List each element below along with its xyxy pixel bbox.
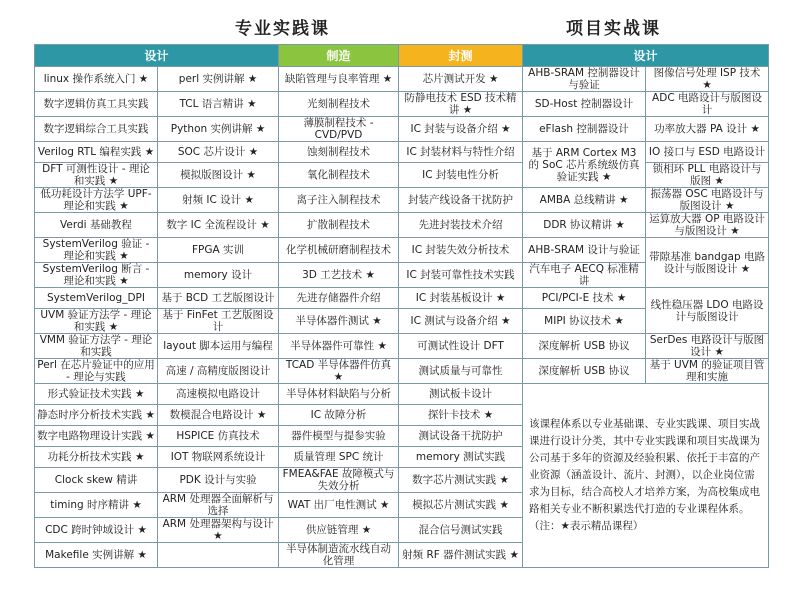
course-cell: AHB-SRAM 控制器设计与验证 (523, 67, 646, 92)
course-cell: IO 接口与 ESD 电路设计 (646, 142, 769, 163)
course-cell: 薄膜制程技术 -CVD/PVD (279, 117, 399, 142)
course-cell: 供应链管理 ★ (279, 518, 399, 543)
course-cell: 深度解析 USB 协议 (523, 359, 646, 384)
course-cell: IC 封装基板设计 ★ (399, 288, 523, 309)
course-cell: AMBA 总线精讲 ★ (523, 188, 646, 213)
table-row (35, 384, 769, 405)
course-cell: 基于 BCD 工艺版图设计 (158, 288, 279, 309)
course-cell: 高速 / 高精度版图设计 (158, 359, 279, 384)
course-cell: 质量管理 SPC 统计 (279, 447, 399, 468)
course-cell: DFT 可测性设计 - 理论和实践 ★ (35, 163, 158, 188)
course-cell: SerDes 电路设计与版图设计 ★ (646, 334, 769, 359)
course-cell: 图像信号处理 ISP 技术 ★ (646, 67, 769, 92)
course-cell: TCAD 半导体器件仿真 ★ (279, 359, 399, 384)
table-row (35, 67, 769, 92)
course-cell: 测试设备干扰防护 (399, 426, 523, 447)
course-cell: Python 实例讲解 ★ (158, 117, 279, 142)
table-row (35, 142, 769, 163)
course-cell: IC 故障分析 (279, 405, 399, 426)
table-row (35, 359, 769, 384)
section-title-practice: 专业实践课 (235, 19, 330, 39)
course-cell: 数字芯片测试实践 ★ (399, 468, 523, 493)
course-cell: 深度解析 USB 协议 (523, 334, 646, 359)
course-cell: SystemVerilog 断言 - 理论和实践 ★ (35, 263, 158, 288)
course-cell: IC 封装可靠性技术实践 (399, 263, 523, 288)
course-cell: VMM 验证方法学 - 理论和实践 (35, 334, 158, 359)
course-cell: 缺陷管理与良率管理 ★ (279, 67, 399, 92)
course-cell: WAT 出厂电性测试 ★ (279, 493, 399, 518)
course-cell: IC 封装失效分析技术 (399, 238, 523, 263)
course-cell: linux 操作系统入门 ★ (35, 67, 158, 92)
course-cell: AHB-SRAM 设计与验证 (523, 238, 646, 263)
section-title-project: 项目实战课 (566, 19, 661, 39)
course-cell: 带隙基准 bandgap 电路设计与版图设计 ★ (646, 238, 769, 288)
course-cell: 半导体器件测试 ★ (279, 309, 399, 334)
course-cell: 半导体器件可靠性 ★ (279, 334, 399, 359)
course-cell: 基于 UVM 的验证项目管理和实施 (646, 359, 769, 384)
course-cell: ARM 处理器全面解析与选择 (158, 493, 279, 518)
course-cell: 先进封装技术介绍 (399, 213, 523, 238)
course-cell: eFlash 控制器设计 (523, 117, 646, 142)
course-cell: layout 脚本运用与编程 (158, 334, 279, 359)
course-cell: 防静电技术 ESD 技术精讲 ★ (399, 92, 523, 117)
course-cell: SD-Host 控制器设计 (523, 92, 646, 117)
course-cell: SystemVerilog 验证 - 理论和实践 ★ (35, 238, 158, 263)
course-cell (158, 543, 279, 568)
course-cell: 3D 工艺技术 ★ (279, 263, 399, 288)
course-cell: IOT 物联网系统设计 (158, 447, 279, 468)
course-cell: 数模混合电路设计 ★ (158, 405, 279, 426)
course-cell: IC 封装与设备介绍 ★ (399, 117, 523, 142)
course-cell: 汽车电子 AECQ 标准精讲 (523, 263, 646, 288)
course-cell: Verilog RTL 编程实践 ★ (35, 142, 158, 163)
course-cell: 静态时序分析技术实践 ★ (35, 405, 158, 426)
course-system-note: 该课程体系以专业基础课、专业实践课、项目实战课进行设计分类，其中专业实践课和项目实战课为公司基于多年的资源及经验积累、依托于丰富的产业资源（涵盖设计、流片、封测），以企业岗位需求为目标，结合高校人才培养方案，为高校集成电路相关专业不断积累迭代打造的专业课程体系。（注：★表示精品课程） (523, 384, 769, 568)
course-cell: 射频 IC 设计 ★ (158, 188, 279, 213)
course-cell: 氧化制程技术 (279, 163, 399, 188)
course-cell: 化学机械研磨制程技术 (279, 238, 399, 263)
course-cell: SOC 芯片设计 ★ (158, 142, 279, 163)
course-cell: 模拟芯片测试实践 ★ (399, 493, 523, 518)
course-cell: perl 实例讲解 ★ (158, 67, 279, 92)
course-cell: 混合信号测试实践 (399, 518, 523, 543)
course-cell: PCI/PCI-E 技术 ★ (523, 288, 646, 309)
table-row (35, 92, 769, 117)
course-cell: IC 测试与设备介绍 ★ (399, 309, 523, 334)
course-cell: 功耗分析技术实践 ★ (35, 447, 158, 468)
course-cell: 测试质量与可靠性 (399, 359, 523, 384)
course-cell: 基于 ARM Cortex M3 的 SoC 芯片系统级仿真验证实践 ★ (523, 142, 646, 188)
course-cell: 基于 FinFet 工艺版图设计 (158, 309, 279, 334)
course-cell: 振荡器 OSC 电路设计与版图设计 ★ (646, 188, 769, 213)
course-cell: ADC 电路设计与版图设计 (646, 92, 769, 117)
course-cell: 先进存储器件介绍 (279, 288, 399, 309)
course-cell: 锁相环 PLL 电路设计与版图 ★ (646, 163, 769, 188)
course-cell: MIPI 协议技术 ★ (523, 309, 646, 334)
course-table (34, 44, 769, 568)
course-cell: ARM 处理器架构与设计 ★ (158, 518, 279, 543)
table-row (35, 238, 769, 263)
table-row (35, 117, 769, 142)
course-cell: PDK 设计与实验 (158, 468, 279, 493)
course-cell: 高速模拟电路设计 (158, 384, 279, 405)
course-cell: 半导体材料缺陷与分析 (279, 384, 399, 405)
course-cell: 数字电路物理设计实践 ★ (35, 426, 158, 447)
course-cell: FMEA&FAE 故障模式与失效分析 (279, 468, 399, 493)
course-cell: 探针卡技术 ★ (399, 405, 523, 426)
course-cell: Perl 在芯片验证中的应用 - 理论与实践 (35, 359, 158, 384)
course-cell: Clock skew 精讲 (35, 468, 158, 493)
course-cell: 射频 RF 器件测试实践 ★ (399, 543, 523, 568)
header-packaging-testing: 封测 (399, 45, 523, 67)
table-row (35, 288, 769, 309)
course-cell: 数字 IC 全流程设计 ★ (158, 213, 279, 238)
course-cell: 模拟版图设计 ★ (158, 163, 279, 188)
header-project-design: 设计 (523, 45, 769, 67)
course-cell: 芯片测试开发 ★ (399, 67, 523, 92)
course-cell: memory 测试实践 (399, 447, 523, 468)
course-cell: Makefile 实例讲解 ★ (35, 543, 158, 568)
course-cell: 器件模型与提参实验 (279, 426, 399, 447)
table-row (35, 213, 769, 238)
course-cell: 可测试性设计 DFT (399, 334, 523, 359)
course-cell: 功率放大器 PA 设计 ★ (646, 117, 769, 142)
course-cell: 运算放大器 OP 电路设计与版图设计 ★ (646, 213, 769, 238)
course-cell: 数字逻辑综合工具实践 (35, 117, 158, 142)
course-cell: IC 封装电性分析 (399, 163, 523, 188)
course-cell: 低功耗设计方法学 UPF-理论和实践 ★ (35, 188, 158, 213)
course-cell: UVM 验证方法学 - 理论和实践 ★ (35, 309, 158, 334)
course-cell: 线性稳压器 LDO 电路设计与版图设计 (646, 288, 769, 334)
header-design: 设计 (35, 45, 279, 67)
course-cell: 离子注入制程技术 (279, 188, 399, 213)
course-cell: TCL 语言精讲 ★ (158, 92, 279, 117)
course-cell: 数字逻辑仿真工具实践 (35, 92, 158, 117)
course-cell: 光刻制程技术 (279, 92, 399, 117)
header-manufacturing: 制造 (279, 45, 399, 67)
table-row (35, 163, 769, 188)
course-cell: timing 时序精讲 ★ (35, 493, 158, 518)
course-cell: CDC 跨时钟域设计 ★ (35, 518, 158, 543)
table-row (35, 188, 769, 213)
course-cell: 形式验证技术实践 ★ (35, 384, 158, 405)
course-cell: 半导体制造流水线自动化管理 (279, 543, 399, 568)
course-cell: HSPICE 仿真技术 (158, 426, 279, 447)
course-cell: Verdi 基础教程 (35, 213, 158, 238)
course-cell: 扩散制程技术 (279, 213, 399, 238)
course-cell: SystemVerilog_DPI (35, 288, 158, 309)
course-cell: 测试板卡设计 (399, 384, 523, 405)
course-cell: FPGA 实训 (158, 238, 279, 263)
course-cell: 封装产线设备干扰防护 (399, 188, 523, 213)
course-cell: IC 封装材料与特性介绍 (399, 142, 523, 163)
table-row (35, 334, 769, 359)
course-cell: 蚀刻制程技术 (279, 142, 399, 163)
course-cell: DDR 协议精讲 ★ (523, 213, 646, 238)
course-cell: memory 设计 (158, 263, 279, 288)
